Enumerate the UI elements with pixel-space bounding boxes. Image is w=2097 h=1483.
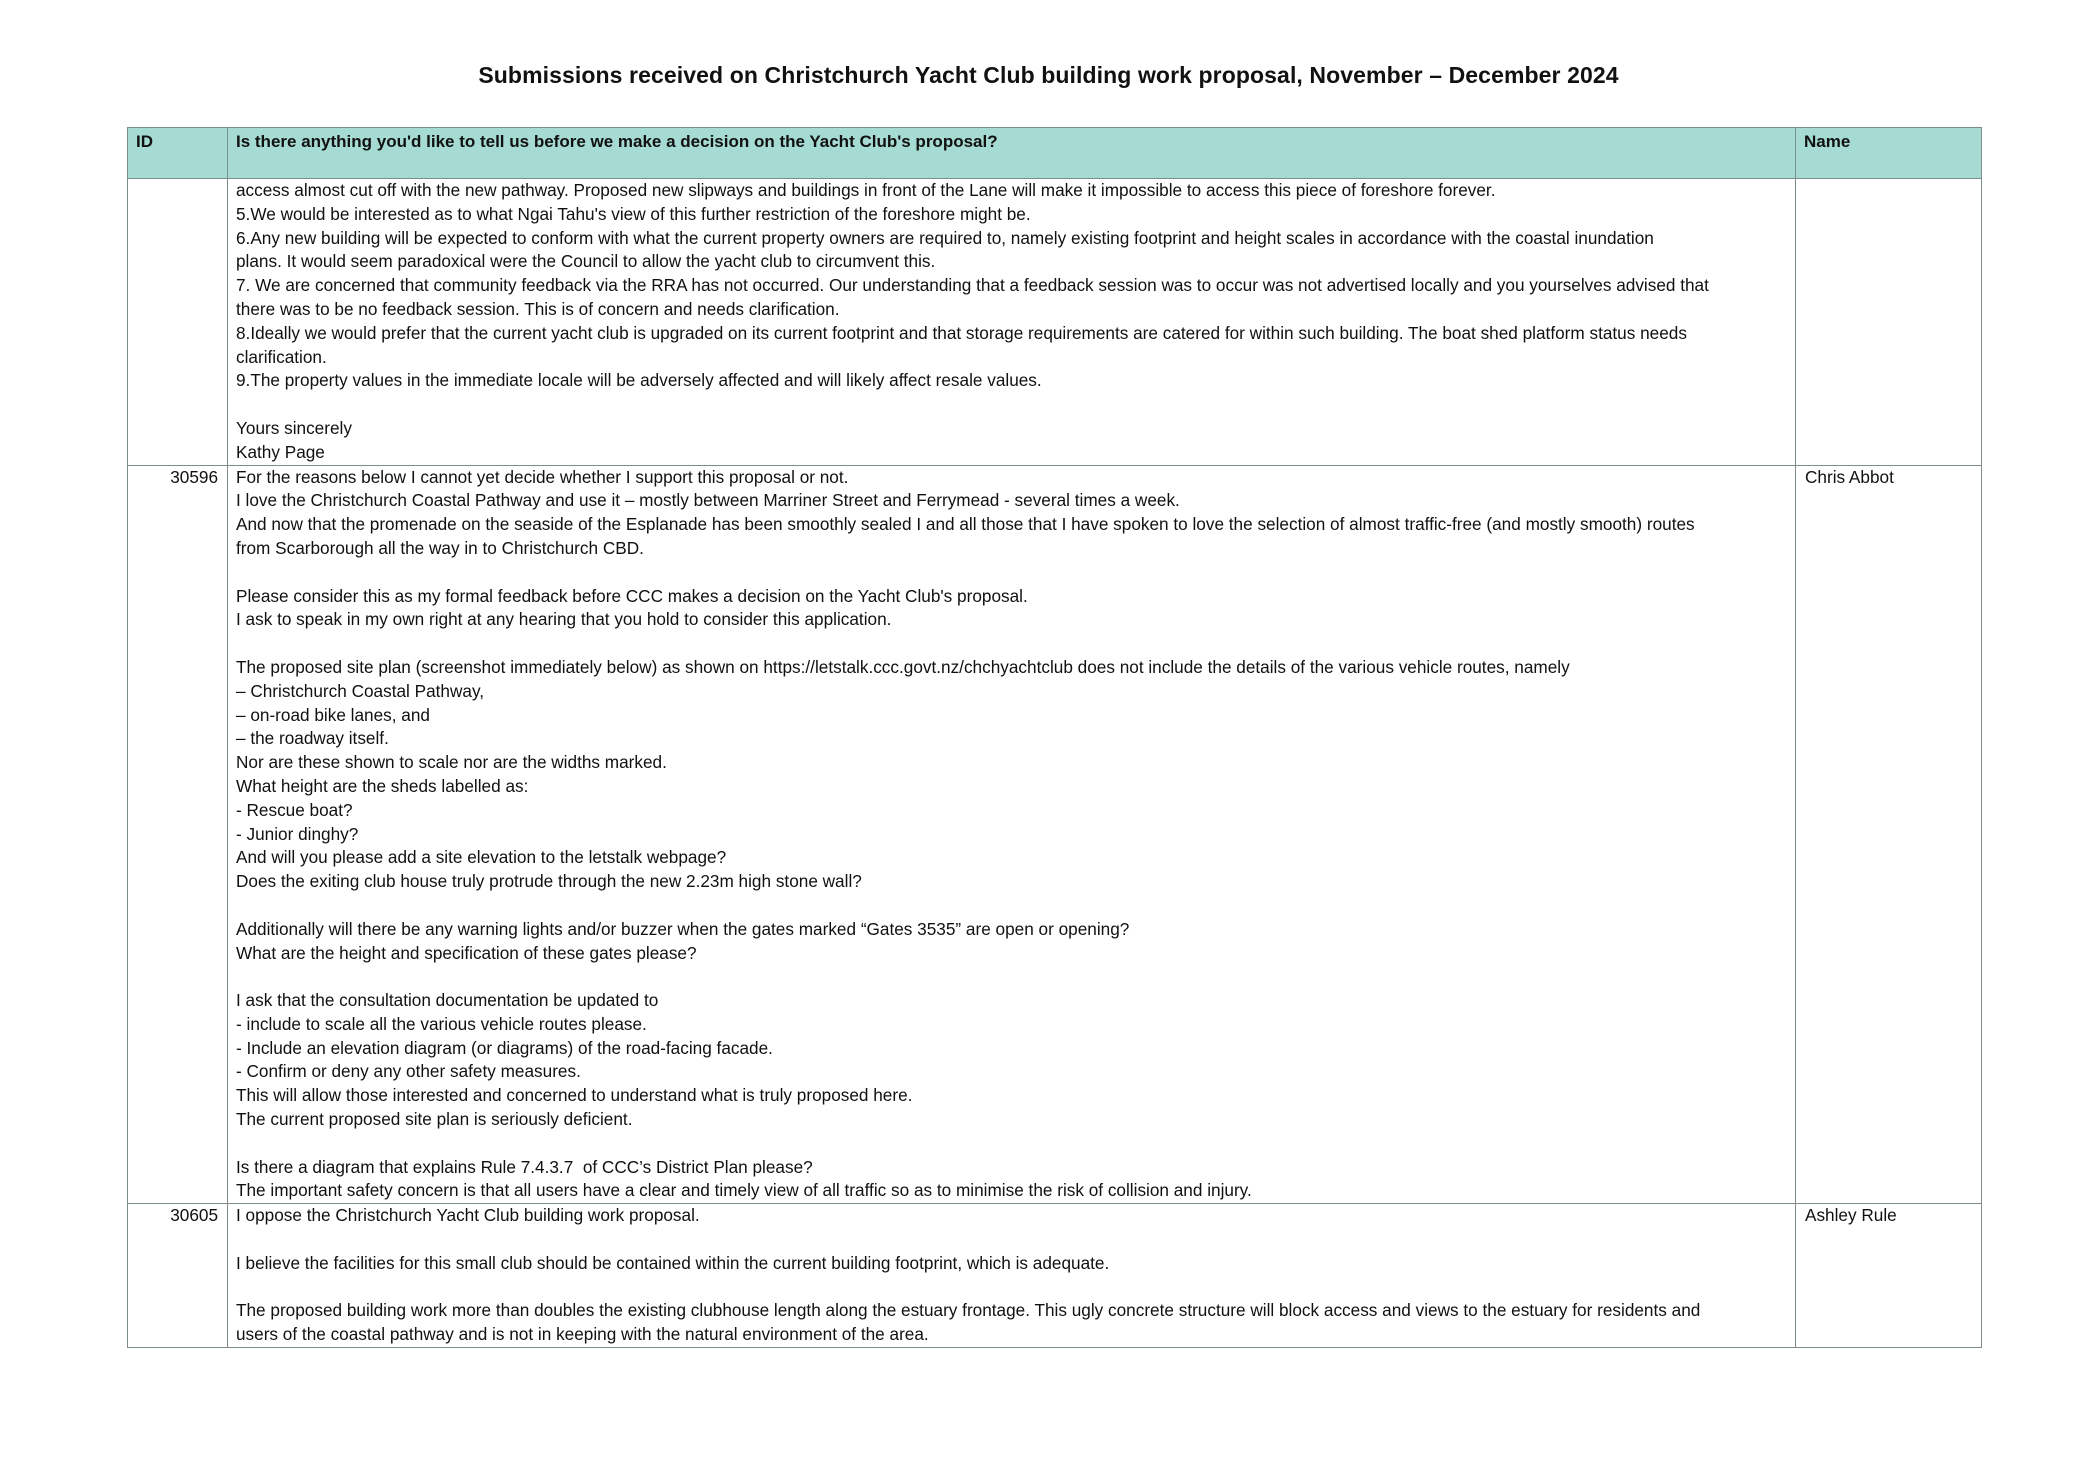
submission-line: For the reasons below I cannot yet decide whether I support this proposal or not. [236,466,849,487]
submission-line: - Confirm or deny any other safety measures. [236,1061,581,1082]
submission-line: 8.Ideally we would prefer that the current yacht club is upgraded on its current footprint and that storage requirements are catered for within such building. The boat shed platform status needs [236,322,1687,343]
submission-line: - include to scale all the various vehicle routes please. [236,1013,647,1034]
submissions-table [127,127,1982,1348]
submission-line: access almost cut off with the new pathway. Proposed new slipways and buildings in front of the Lane will make it impossible to access this piece of foreshore forever. [236,180,1496,200]
submission-line: - Junior dinghy? [236,823,359,844]
table-body [128,179,1982,1348]
table-row [128,465,1982,1204]
submission-line: And now that the promenade on the seaside of the Esplanade has been smoothly sealed I and all those that I have spoken to love the selection of almost traffic-free (and mostly smooth) routes [236,514,1695,535]
submission-id: 30605 [128,1204,228,1348]
submission-line: users of the coastal pathway and is not in keeping with the natural environment of the area. [236,1324,929,1345]
submission-line: clarification. [236,346,327,367]
header-question: Is there anything you'd like to tell us before we make a decision on the Yacht Club's proposal? [228,128,1796,179]
submission-line: I love the Christchurch Coastal Pathway and use it – mostly between Marriner Street and Ferrymead - several times a week. [236,490,1180,511]
submission-line [236,561,1787,585]
submission-line: The important safety concern is that all users have a clear and timely view of all traffic so as to minimise the risk of collision and injury. [236,1180,1252,1201]
submission-line: Does the exiting club house truly protrude through the new 2.23m high stone wall? [236,871,862,892]
submission-line: Yours sincerely [236,417,352,438]
header-name: Name [1796,128,1982,179]
submission-line: The current proposed site plan is seriously deficient. [236,1109,633,1130]
submission-line: 7. We are concerned that community feedback via the RRA has not occurred. Our understanding that a feedback session was to occur was not advertised locally and you yourselves advised that [236,275,1709,296]
submission-line: – Christchurch Coastal Pathway, [236,680,485,701]
document-title: Submissions received on Christchurch Yacht Club building work proposal, November – December 2024 [478,62,1619,88]
submission-id: 30596 [128,465,228,1204]
submission-line: from Scarborough all the way in to Christchurch CBD. [236,537,644,558]
submitter-name [1796,179,1982,466]
submission-line: The proposed building work more than doubles the existing clubhouse length along the estuary frontage. This ugly concrete structure will block access and views to the estuary for residents and [236,1300,1701,1321]
submission-line: – the roadway itself. [236,728,389,749]
submission-line: The proposed site plan (screenshot immediately below) as shown on https://letstalk.ccc.govt.nz/chchyachtclub does not include the details of the various vehicle routes, namely [236,656,1570,677]
submission-line: Please consider this as my formal feedback before CCC makes a decision on the Yacht Club's proposal. [236,585,1028,606]
table-row [128,1204,1982,1348]
submission-line: I believe the facilities for this small club should be contained within the current building footprint, which is adequate. [236,1252,1110,1273]
submission-line: 5.We would be interested as to what Ngai Tahu's view of this further restriction of the foreshore might be. [236,203,1031,224]
submission-line: I ask to speak in my own right at any hearing that you hold to consider this application. [236,609,892,630]
submitter-name: Ashley Rule [1796,1204,1982,1348]
table-row [128,179,1982,466]
submission-id [128,179,228,466]
submission-line: Kathy Page [236,441,325,462]
submission-line [236,632,1787,656]
submission-line [236,1228,1787,1252]
submission-line: there was to be no feedback session. This is of concern and needs clarification. [236,298,840,319]
submission-text [228,1204,1796,1348]
submission-line: 9.The property values in the immediate locale will be adversely affected and will likely affect resale values. [236,370,1042,391]
submission-line: This will allow those interested and concerned to understand what is truly proposed here. [236,1085,913,1106]
submission-line [236,894,1787,918]
submission-line: Nor are these shown to scale nor are the widths marked. [236,752,667,773]
submission-line [236,965,1787,989]
submission-line [236,1276,1787,1300]
submission-line: plans. It would seem paradoxical were the Council to allow the yacht club to circumvent this. [236,251,936,272]
submission-line: What are the height and specification of these gates please? [236,942,697,963]
submission-line: And will you please add a site elevation to the letstalk webpage? [236,847,727,868]
submission-text [228,465,1796,1204]
table-header-row [128,128,1982,179]
submission-line: Additionally will there be any warning lights and/or buzzer when the gates marked “Gates 3535” are open or opening? [236,918,1130,939]
submission-line [236,393,1787,417]
submission-line: – on-road bike lanes, and [236,704,430,725]
submission-line: - Include an elevation diagram (or diagrams) of the road-facing facade. [236,1037,773,1058]
submission-line: What height are the sheds labelled as: [236,775,529,796]
submission-text [228,179,1796,466]
submitter-name: Chris Abbot [1796,465,1982,1204]
header-id: ID [128,128,228,179]
submission-line: - Rescue boat? [236,799,353,820]
submission-line: I oppose the Christchurch Yacht Club building work proposal. [236,1205,700,1226]
submission-line: 6.Any new building will be expected to conform with what the current property owners are required to, namely existing footprint and height scales in accordance with the coastal inundation [236,227,1654,248]
submission-line [236,1132,1787,1156]
submission-line: I ask that the consultation documentation be updated to [236,990,659,1011]
submission-line: Is there a diagram that explains Rule 7.4.3.7 of CCC’s District Plan please? [236,1156,813,1177]
